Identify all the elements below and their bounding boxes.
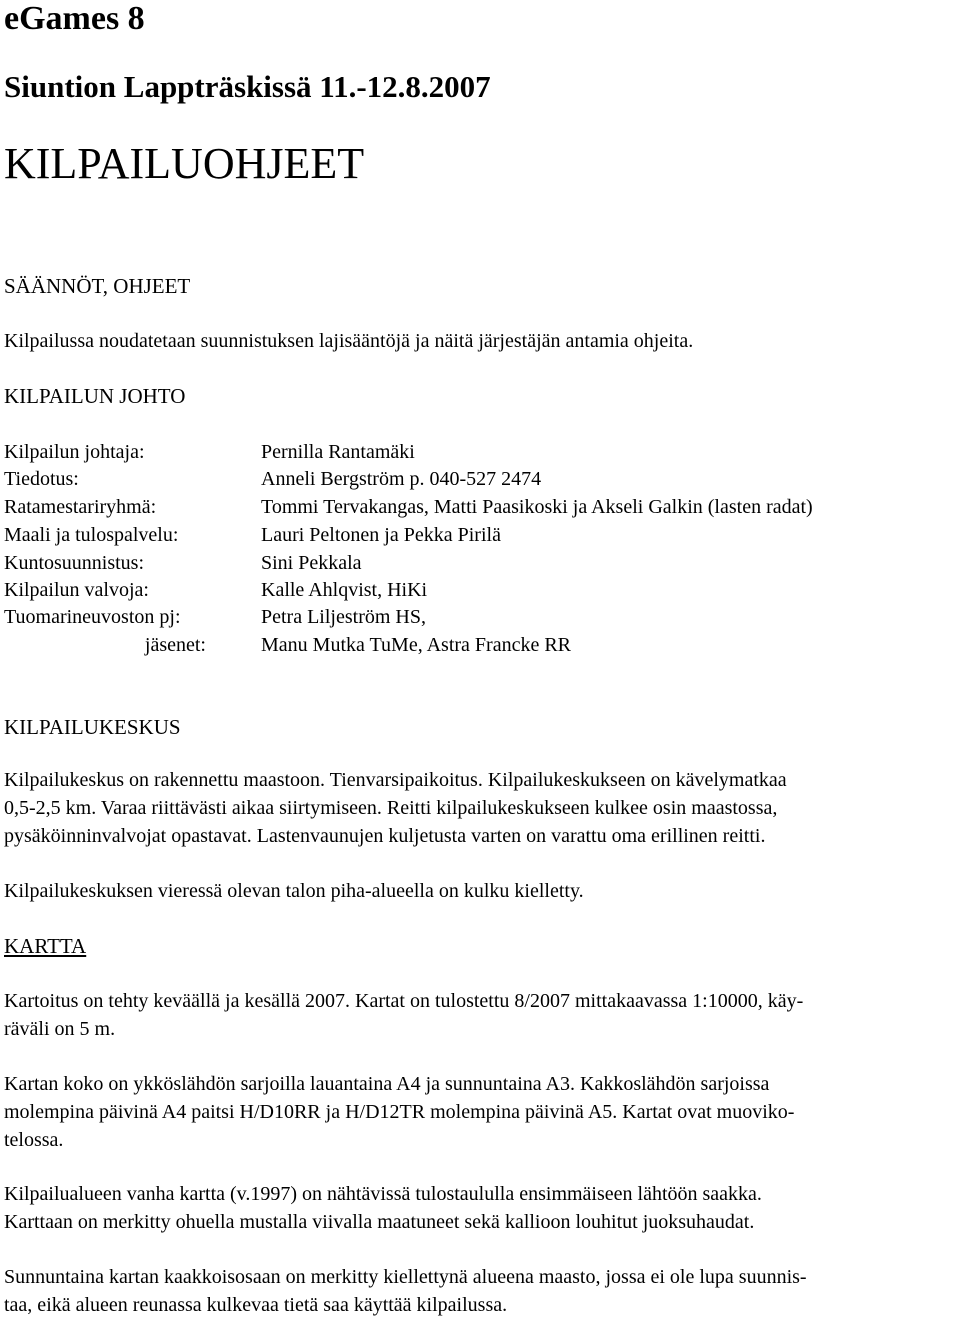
map-p4-line-1: Sunnuntaina kartan kaakkoisosaan on merkitty kiellettynä alueena maasto, jossa ei ole lupa suunnis- (4, 1266, 807, 1288)
row-label-course-team: Ratamestariryhmä: (4, 496, 157, 518)
row-value-supervisor: Kalle Ahlqvist, HiKi (261, 579, 428, 601)
map-p1-line-2: räväli on 5 m. (4, 1018, 116, 1040)
row-value-jury-chair: Petra Liljeström HS, (261, 606, 426, 628)
row-value-course-team: Tommi Tervakangas, Matti Paasikoski ja Akseli Galkin (lasten radat) (261, 496, 813, 518)
map-p2-line-1: Kartan koko on ykköslähdön sarjoilla lauantaina A4 ja sunnuntaina A3. Kakkoslähdön sarjoissa (4, 1073, 770, 1095)
row-label-finish-results: Maali ja tulospalvelu: (4, 524, 179, 546)
row-value-fitness: Sini Pekkala (261, 552, 362, 574)
row-value-director: Pernilla Rantamäki (261, 441, 415, 463)
map-heading: KARTTA (4, 934, 87, 958)
document-title: KILPAILUOHJEET (4, 139, 365, 188)
map-p3-line-1: Kilpailualueen vanha kartta (v.1997) on nähtävissä tulostaululla ensimmäiseen lähtöön saakka. (4, 1183, 762, 1205)
map-p4-line-2: taa, eikä alueen reunassa kulkevaa tietä saa käyttää kilpailussa. (4, 1294, 508, 1316)
map-paragraph-4 (4, 1263, 956, 1319)
rules-text: Kilpailussa noudatetaan suunnistuksen lajisääntöjä ja näitä järjestäjän antamia ohjeita. (4, 330, 694, 352)
row-value-finish-results: Lauri Peltonen ja Pekka Pirilä (261, 524, 501, 546)
map-p2-line-3: telossa. (4, 1129, 64, 1151)
row-label-fitness: Kuntosuunnistus: (4, 552, 145, 574)
rules-heading: SÄÄNNÖT, OHJEET (4, 274, 191, 298)
map-p2-line-2: molempina päivinä A4 paitsi H/D10RR ja H/D12TR molempina päivinä A5. Kartat ovat muoviko- (4, 1101, 795, 1123)
map-p3-line-2: Karttaan on merkitty ohuella mustalla viivalla maatuneet sekä kallioon louhitut juoksuhaudat. (4, 1211, 755, 1233)
row-label-info: Tiedotus: (4, 468, 79, 490)
map-paragraph-2 (4, 1070, 956, 1154)
row-label-supervisor: Kilpailun valvoja: (4, 579, 149, 601)
row-label-jury-chair: Tuomarineuvoston pj: (4, 606, 181, 628)
event-name: eGames 8 (4, 0, 145, 37)
row-value-jury-members: Manu Mutka TuMe, Astra Francke RR (261, 634, 571, 656)
row-label-director: Kilpailun johtaja: (4, 441, 145, 463)
map-paragraph-1 (4, 987, 956, 1043)
row-value-info: Anneli Bergström p. 040-527 2474 (261, 468, 542, 490)
map-p1-line-1: Kartoitus on tehty keväällä ja kesällä 2007. Kartat on tulostettu 8/2007 mittakaavassa 1:10000, käy- (4, 990, 804, 1012)
center-paragraph-1 (4, 766, 956, 850)
venue-date: Siuntion Lappträskissä 11.-12.8.2007 (4, 69, 491, 104)
row-label-jury-members: jäsenet: (144, 634, 206, 656)
center-p1-line-1: Kilpailukeskus on rakennettu maastoon. Tienvarsipaikoitus. Kilpailukeskukseen on kävelymatkaa (4, 769, 787, 791)
center-heading: KILPAILUKESKUS (4, 715, 181, 739)
center-p1-line-2: 0,5-2,5 km. Varaa riittävästi aikaa siirtymiseen. Reitti kilpailukeskukseen kulkee osin maastossa, (4, 797, 778, 819)
center-paragraph-2: Kilpailukeskuksen vieressä olevan talon piha-alueella on kulku kielletty. (4, 880, 584, 902)
map-paragraph-3 (4, 1180, 956, 1236)
management-heading: KILPAILUN JOHTO (4, 384, 186, 408)
center-p1-line-3: pysäköinninvalvojat opastavat. Lastenvaunujen kuljetusta varten on varattu oma erillinen reitti. (4, 825, 766, 847)
